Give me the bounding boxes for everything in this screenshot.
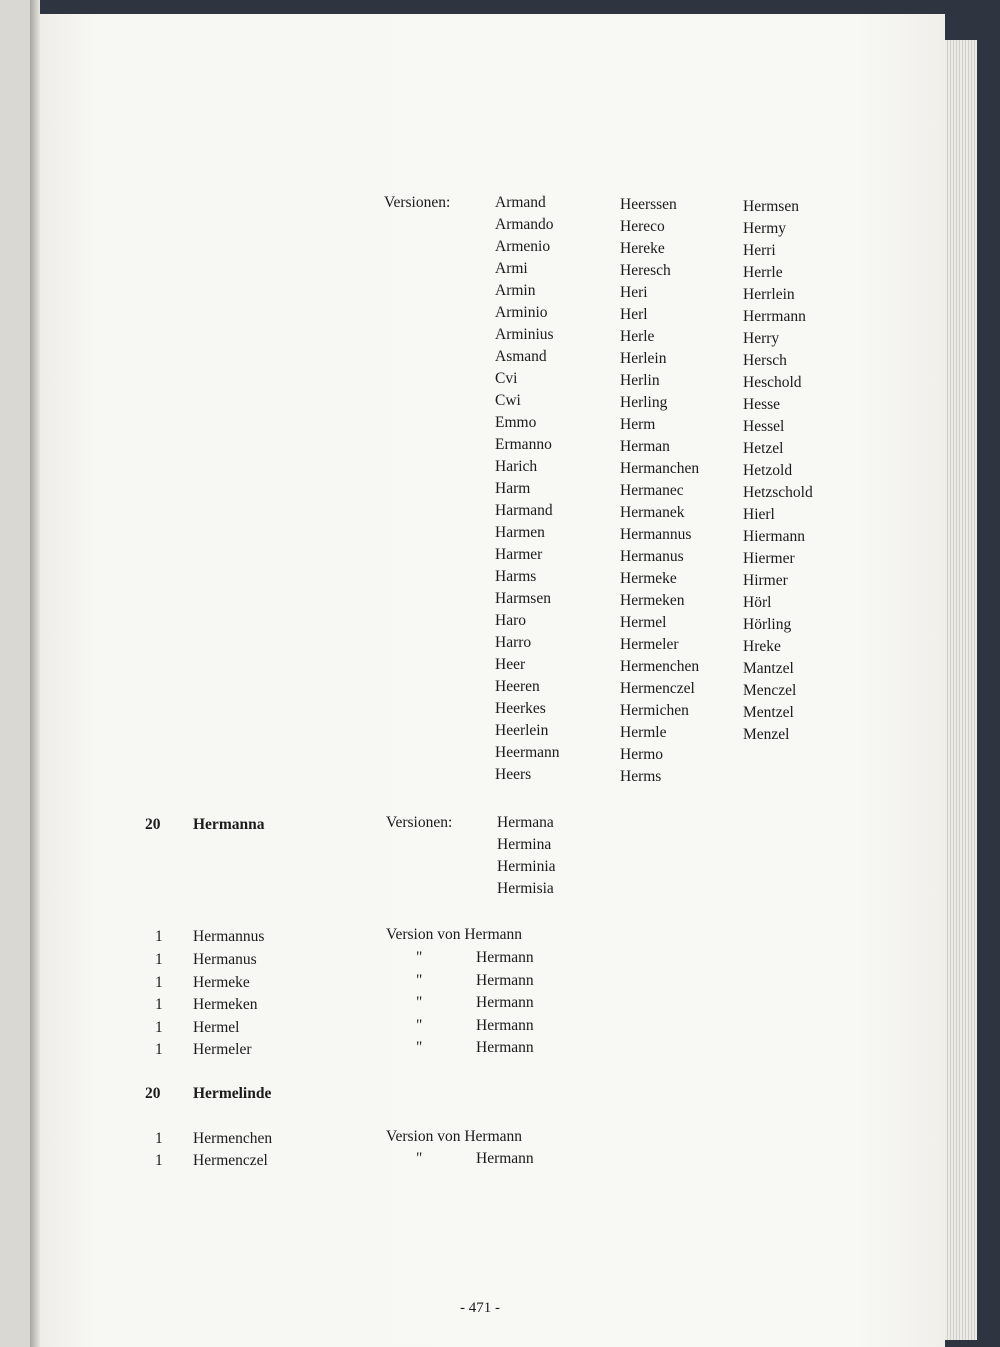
book-page xyxy=(40,14,945,1347)
entry-name: Hermannus xyxy=(193,928,265,945)
version-name: Hörl xyxy=(743,594,772,611)
version-name: Hermanek xyxy=(620,504,685,521)
entry-count: 1 xyxy=(155,1041,163,1058)
page-number: - 471 - xyxy=(460,1300,500,1316)
version-name: Heschold xyxy=(743,374,802,391)
entry-name: Hermeler xyxy=(193,1041,252,1058)
version-name: Hermenczel xyxy=(620,680,695,697)
version-name: Herminia xyxy=(497,858,556,875)
entry-note: Version von Hermann xyxy=(386,926,523,943)
entry-count: 1 xyxy=(155,951,163,968)
version-name: Herman xyxy=(620,438,670,455)
version-name: Mantzel xyxy=(743,660,794,677)
version-name: Hermsen xyxy=(743,198,799,215)
version-name: Harm xyxy=(495,480,531,497)
version-name: Harms xyxy=(495,568,537,585)
version-name: Herle xyxy=(620,328,655,345)
version-name: Harmer xyxy=(495,546,543,563)
entry-name: Hermenchen xyxy=(193,1130,273,1147)
entry-name: Hermeken xyxy=(193,996,258,1013)
version-name: Hermeler xyxy=(620,636,679,653)
version-name: Armi xyxy=(495,260,528,277)
version-name: Hetzschold xyxy=(743,484,813,501)
entry-name: Hermanus xyxy=(193,951,257,968)
entry-count: 1 xyxy=(155,1019,163,1036)
entry-count: 1 xyxy=(155,974,163,991)
version-name: Menzel xyxy=(743,726,790,743)
version-name: Armin xyxy=(495,282,536,299)
version-name: Hermanus xyxy=(620,548,684,565)
version-name: Heermann xyxy=(495,744,560,761)
ditto-mark: " xyxy=(416,1039,423,1056)
entry-name: Hermenczel xyxy=(193,1152,268,1169)
version-name: Armenio xyxy=(495,238,551,255)
version-name: Hiermer xyxy=(743,550,795,567)
version-name: Menczel xyxy=(743,682,797,699)
version-name: Herm xyxy=(620,416,656,433)
version-name: Haro xyxy=(495,612,526,629)
entry-ref: Hermann xyxy=(476,949,534,966)
version-name: Ermanno xyxy=(495,436,552,453)
version-name: Herry xyxy=(743,330,780,347)
version-name: Hereco xyxy=(620,218,665,235)
version-name: Heers xyxy=(495,766,532,783)
version-name: Hirmer xyxy=(743,572,788,589)
entry-ref: Hermann xyxy=(476,994,534,1011)
version-name: Hermina xyxy=(497,836,552,853)
version-name: Heri xyxy=(620,284,648,301)
version-name: Hereke xyxy=(620,240,665,257)
version-name: Herrle xyxy=(743,264,783,281)
version-name: Hreke xyxy=(743,638,781,655)
version-name: Herlein xyxy=(620,350,667,367)
version-name: Harich xyxy=(495,458,538,475)
version-name: Herrlein xyxy=(743,286,795,303)
version-name: Herrmann xyxy=(743,308,806,325)
version-name: Heerkes xyxy=(495,700,546,717)
version-name: Arminius xyxy=(495,326,554,343)
version-name: Harro xyxy=(495,634,532,651)
version-name: Arminio xyxy=(495,304,548,321)
entry-ref: Hermann xyxy=(476,1150,534,1167)
version-name: Hersch xyxy=(743,352,787,369)
version-name: Herlin xyxy=(620,372,660,389)
ditto-mark: " xyxy=(416,972,423,989)
version-name: Hierl xyxy=(743,506,775,523)
version-name: Harmand xyxy=(495,502,553,519)
entry-count: 1 xyxy=(155,996,163,1013)
entry-ref: Hermann xyxy=(476,1039,534,1056)
entry-count: 1 xyxy=(155,1152,163,1169)
version-name: Hermannus xyxy=(620,526,692,543)
version-name: Heeren xyxy=(495,678,540,695)
entry-count: 1 xyxy=(155,928,163,945)
version-name: Heer xyxy=(495,656,526,673)
version-name: Hermanec xyxy=(620,482,684,499)
version-name: Hesse xyxy=(743,396,781,413)
entry-ref: Hermann xyxy=(476,1017,534,1034)
page-edges xyxy=(945,40,977,1340)
ditto-mark: " xyxy=(416,994,423,1011)
version-name: Mentzel xyxy=(743,704,794,721)
version-name: Hetzel xyxy=(743,440,784,457)
version-name: Hermana xyxy=(497,814,554,831)
version-name: Herms xyxy=(620,768,662,785)
version-name: Herri xyxy=(743,242,776,259)
version-name: Heerlein xyxy=(495,722,549,739)
entry-note: Versionen: xyxy=(386,814,453,831)
entry-count: 1 xyxy=(155,1130,163,1147)
version-name: Asmand xyxy=(495,348,547,365)
version-name: Heerssen xyxy=(620,196,677,213)
versions-label: Versionen: xyxy=(384,194,451,211)
ditto-mark: " xyxy=(416,949,423,966)
version-name: Hermo xyxy=(620,746,664,763)
book-spine xyxy=(30,0,40,1347)
version-name: Armando xyxy=(495,216,554,233)
version-name: Cwi xyxy=(495,392,521,409)
version-name: Hermichen xyxy=(620,702,689,719)
version-name: Hörling xyxy=(743,616,792,633)
version-name: Cvi xyxy=(495,370,518,387)
entry-note: Version von Hermann xyxy=(386,1128,523,1145)
version-name: Hermeken xyxy=(620,592,685,609)
entry-count: 20 xyxy=(145,816,161,833)
version-name: Herling xyxy=(620,394,668,411)
ditto-mark: " xyxy=(416,1150,423,1167)
ditto-mark: " xyxy=(416,1017,423,1034)
version-name: Hermeke xyxy=(620,570,677,587)
version-name: Hermanchen xyxy=(620,460,700,477)
entry-count: 20 xyxy=(145,1085,161,1102)
version-name: Harmsen xyxy=(495,590,551,607)
version-name: Herl xyxy=(620,306,648,323)
version-name: Hermenchen xyxy=(620,658,700,675)
version-name: Hermisia xyxy=(497,880,554,897)
version-name: Heresch xyxy=(620,262,671,279)
entry-name: Hermelinde xyxy=(193,1085,272,1102)
version-name: Hermy xyxy=(743,220,787,237)
entry-name: Hermanna xyxy=(193,816,265,833)
version-name: Hiermann xyxy=(743,528,805,545)
version-name: Hessel xyxy=(743,418,785,435)
entry-ref: Hermann xyxy=(476,972,534,989)
version-name: Harmen xyxy=(495,524,545,541)
previous-page-edge xyxy=(0,0,30,1347)
version-name: Hermle xyxy=(620,724,667,741)
entry-name: Hermel xyxy=(193,1019,240,1036)
version-name: Armand xyxy=(495,194,546,211)
entry-name: Hermeke xyxy=(193,974,250,991)
version-name: Hetzold xyxy=(743,462,793,479)
version-name: Hermel xyxy=(620,614,667,631)
version-name: Emmo xyxy=(495,414,537,431)
